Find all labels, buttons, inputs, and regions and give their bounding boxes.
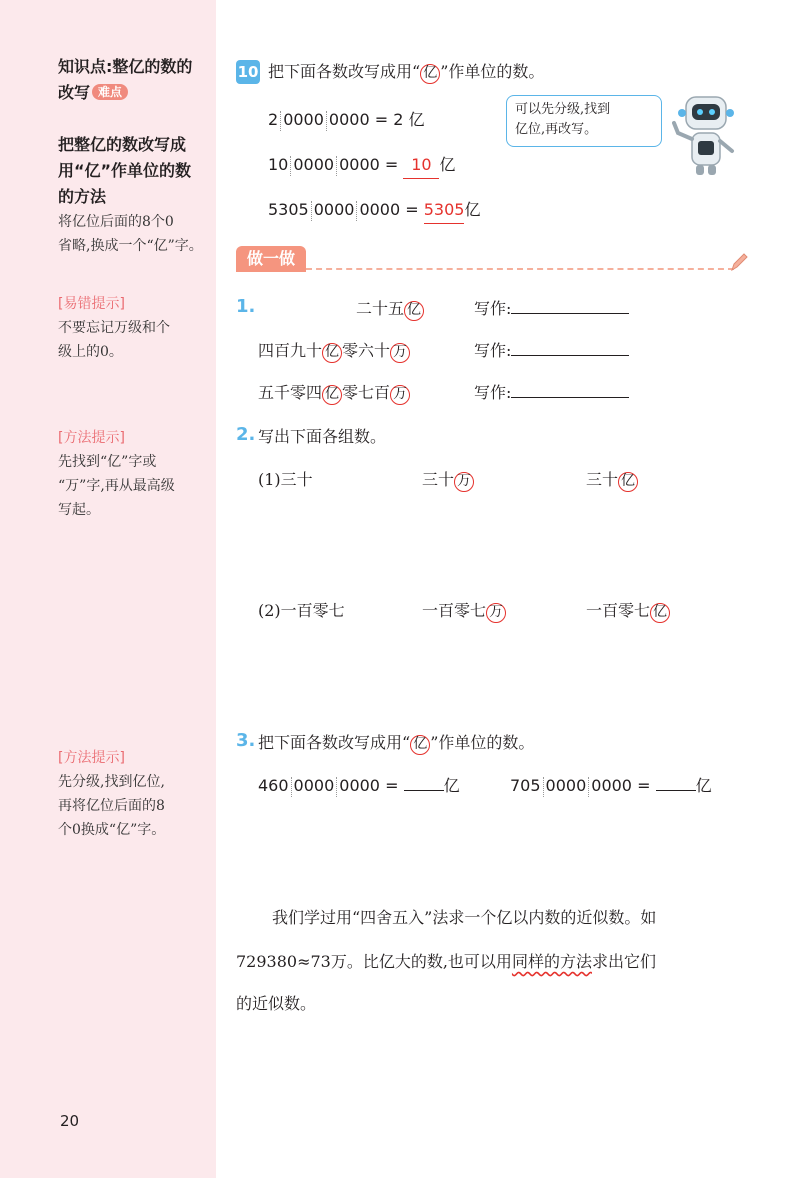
q3-item-1-unit: 亿 bbox=[443, 776, 460, 795]
q3-title-a: 把下面各数改写成用“ bbox=[258, 733, 411, 752]
q2-number: 2. bbox=[236, 424, 256, 445]
q2-row2-b bbox=[422, 598, 506, 624]
method-title-line3: 的方法 bbox=[58, 187, 107, 206]
q1-item-2-write-label: 写作: bbox=[474, 341, 512, 360]
q3-item-1-g3: 0000 bbox=[339, 776, 380, 795]
paragraph-line2-highlight: 同样的方法 bbox=[511, 952, 592, 971]
method-box bbox=[58, 132, 210, 258]
q3-item-1-eq: = bbox=[385, 776, 399, 795]
example-row-3-g1: 5305 bbox=[268, 200, 309, 219]
page-number: 20 bbox=[60, 1112, 80, 1130]
paragraph-line1: 我们学过用“四舍五入”法求一个亿以内数的近似数。如 bbox=[272, 908, 657, 927]
example-row-2 bbox=[268, 152, 455, 179]
q3-item-2-g2: 0000 bbox=[545, 776, 587, 795]
q1-item-3-text-a: 五千零四 bbox=[258, 383, 323, 402]
example-row-2-g1: 10 bbox=[268, 155, 289, 174]
example-row-1-g3: 0000 bbox=[328, 110, 370, 129]
example-row-2-g3: 0000 bbox=[339, 155, 380, 174]
method-tip-1-line1: 先找到“亿”字或 bbox=[58, 454, 157, 470]
q1-item-1-circled: 亿 bbox=[404, 301, 424, 321]
q3-number: 3. bbox=[236, 730, 256, 751]
method-text-line1: 将亿位后面的8个0 bbox=[58, 214, 174, 230]
q1-item-1-write-label: 写作: bbox=[474, 299, 512, 318]
method-tip-1 bbox=[58, 426, 210, 522]
method-tip-2 bbox=[58, 746, 210, 842]
q3-item-2-blank[interactable] bbox=[656, 773, 696, 791]
q1-item-2-circled-a: 亿 bbox=[322, 343, 342, 363]
q1-item-2-blank[interactable] bbox=[511, 338, 629, 356]
example-row-2-unit: 亿 bbox=[439, 155, 456, 174]
q2-row1-c-text: 三十 bbox=[586, 470, 619, 489]
example-row-3 bbox=[268, 197, 480, 224]
error-tip bbox=[58, 292, 210, 364]
example-row-2-answer: 10 bbox=[403, 152, 439, 179]
q3-title-circled: 亿 bbox=[410, 735, 430, 755]
paragraph-line2-b: 求出它们 bbox=[591, 952, 656, 971]
paragraph-line2 bbox=[236, 942, 656, 982]
example-row-2-eq: = bbox=[384, 155, 399, 174]
example-row-3-g2: 0000 bbox=[313, 200, 355, 219]
example-title-circled: 亿 bbox=[420, 64, 440, 84]
knowledge-point-line2: 改写 bbox=[58, 83, 91, 102]
q3-item-2-unit: 亿 bbox=[695, 776, 712, 795]
method-tip-1-head: [方法提示] bbox=[58, 430, 125, 446]
example-row-1-eq: = 2 bbox=[374, 110, 404, 129]
q1-item-3-blank[interactable] bbox=[511, 380, 629, 398]
method-tip-2-line1: 先分级,找到亿位, bbox=[58, 774, 165, 790]
q1-item-2 bbox=[258, 338, 410, 364]
q3-item-1-g2: 0000 bbox=[293, 776, 335, 795]
q1-item-3-answer bbox=[474, 380, 629, 406]
example-row-3-answer: 5305 bbox=[424, 197, 465, 224]
method-tip-1-line3: 写起。 bbox=[58, 502, 100, 518]
q3-item-1-g1: 460 bbox=[258, 776, 289, 795]
q2-row2-c-circled: 亿 bbox=[650, 603, 670, 623]
method-tip-1-line2: “万”字,再从最高级 bbox=[58, 478, 175, 494]
q3-item-2 bbox=[510, 773, 712, 799]
q1-item-1 bbox=[356, 296, 424, 322]
bubble-line2: 亿位,再改写。 bbox=[515, 122, 598, 137]
method-tip-2-line2: 再将亿位后面的8 bbox=[58, 798, 165, 814]
bubble-line1: 可以先分级,找到 bbox=[515, 102, 611, 117]
error-tip-line1: 不要忘记万级和个 bbox=[58, 320, 170, 336]
q1-item-2-answer bbox=[474, 338, 629, 364]
q1-item-1-blank[interactable] bbox=[511, 296, 629, 314]
q1-item-1-text: 二十五 bbox=[356, 299, 405, 318]
q1-item-3-circled-b: 万 bbox=[390, 385, 410, 405]
example-title-a: 把下面各数改写成用“ bbox=[268, 62, 421, 81]
q1-item-1-answer bbox=[474, 296, 629, 322]
heading-divider bbox=[306, 268, 734, 270]
q1-item-2-text-a: 四百九十 bbox=[258, 341, 323, 360]
speech-bubble bbox=[506, 95, 662, 147]
q3-title-b: ”作单位的数。 bbox=[430, 733, 535, 752]
robot-icon bbox=[672, 93, 742, 177]
example-row-1-g1: 2 bbox=[268, 110, 279, 129]
example-row-3-unit: 亿 bbox=[464, 200, 481, 219]
q1-item-3-write-label: 写作: bbox=[474, 383, 512, 402]
q3-title bbox=[258, 730, 534, 756]
example-number: 10 bbox=[236, 60, 260, 84]
example-row-3-g3: 0000 bbox=[359, 200, 401, 219]
q1-number: 1. bbox=[236, 296, 256, 317]
knowledge-point-line1: 知识点:整亿的数的 bbox=[58, 57, 193, 76]
method-tip-2-line3: 个0换成“亿”字。 bbox=[58, 822, 166, 838]
example-title-b: ”作单位的数。 bbox=[440, 62, 545, 81]
knowledge-point bbox=[58, 54, 210, 106]
q2-row1-a: (1)三十 bbox=[258, 470, 313, 489]
q1-item-2-circled-b: 万 bbox=[390, 343, 410, 363]
error-tip-line2: 级上的0。 bbox=[58, 344, 123, 360]
q1-item-3 bbox=[258, 380, 410, 406]
q1-item-3-text-b: 零七百 bbox=[342, 383, 391, 402]
q2-row1-c bbox=[586, 467, 638, 493]
q2-row2-c bbox=[586, 598, 670, 624]
example-row-1-g2: 0000 bbox=[283, 110, 324, 129]
q3-item-2-g3: 0000 bbox=[591, 776, 632, 795]
q2-row2-c-text: 一百零七 bbox=[586, 601, 651, 620]
example-row-1 bbox=[268, 107, 425, 133]
paragraph-line3: 的近似数。 bbox=[236, 994, 317, 1013]
q2-row1-b-circled: 万 bbox=[454, 472, 474, 492]
example-title bbox=[268, 59, 544, 85]
q2-title: 写出下面各组数。 bbox=[258, 427, 387, 446]
q2-row1-c-circled: 亿 bbox=[618, 472, 638, 492]
error-tip-head: [易错提示] bbox=[58, 296, 125, 312]
q3-item-2-g1: 705 bbox=[510, 776, 541, 795]
sidebar bbox=[0, 0, 216, 1178]
q2-row2-b-circled: 万 bbox=[486, 603, 506, 623]
practice-heading: 做一做 bbox=[236, 246, 306, 272]
method-text-line2: 省略,换成一个“亿”字。 bbox=[58, 238, 203, 254]
q2-row1-b bbox=[422, 467, 474, 493]
example-row-2-g2: 0000 bbox=[293, 155, 335, 174]
q3-item-1 bbox=[258, 773, 460, 799]
q1-item-2-text-b: 零六十 bbox=[342, 341, 391, 360]
method-title-line2: 用“亿”作单位的数 bbox=[58, 161, 192, 180]
pencil-icon bbox=[730, 252, 748, 272]
q1-item-3-circled-a: 亿 bbox=[322, 385, 342, 405]
q2-row1-b-text: 三十 bbox=[422, 470, 455, 489]
q3-item-2-eq: = bbox=[637, 776, 651, 795]
difficulty-badge: 难点 bbox=[92, 84, 128, 100]
q2-row2-a: (2)一百零七 bbox=[258, 601, 345, 620]
method-tip-2-head: [方法提示] bbox=[58, 750, 125, 766]
example-row-3-eq: = bbox=[405, 200, 419, 219]
q3-item-1-blank[interactable] bbox=[404, 773, 444, 791]
example-row-1-unit: 亿 bbox=[408, 110, 425, 129]
paragraph-line2-a: 729380≈73万。比亿大的数,也可以用 bbox=[236, 952, 512, 971]
method-title-line1: 把整亿的数改写成 bbox=[58, 135, 187, 154]
q2-row2-b-text: 一百零七 bbox=[422, 601, 487, 620]
